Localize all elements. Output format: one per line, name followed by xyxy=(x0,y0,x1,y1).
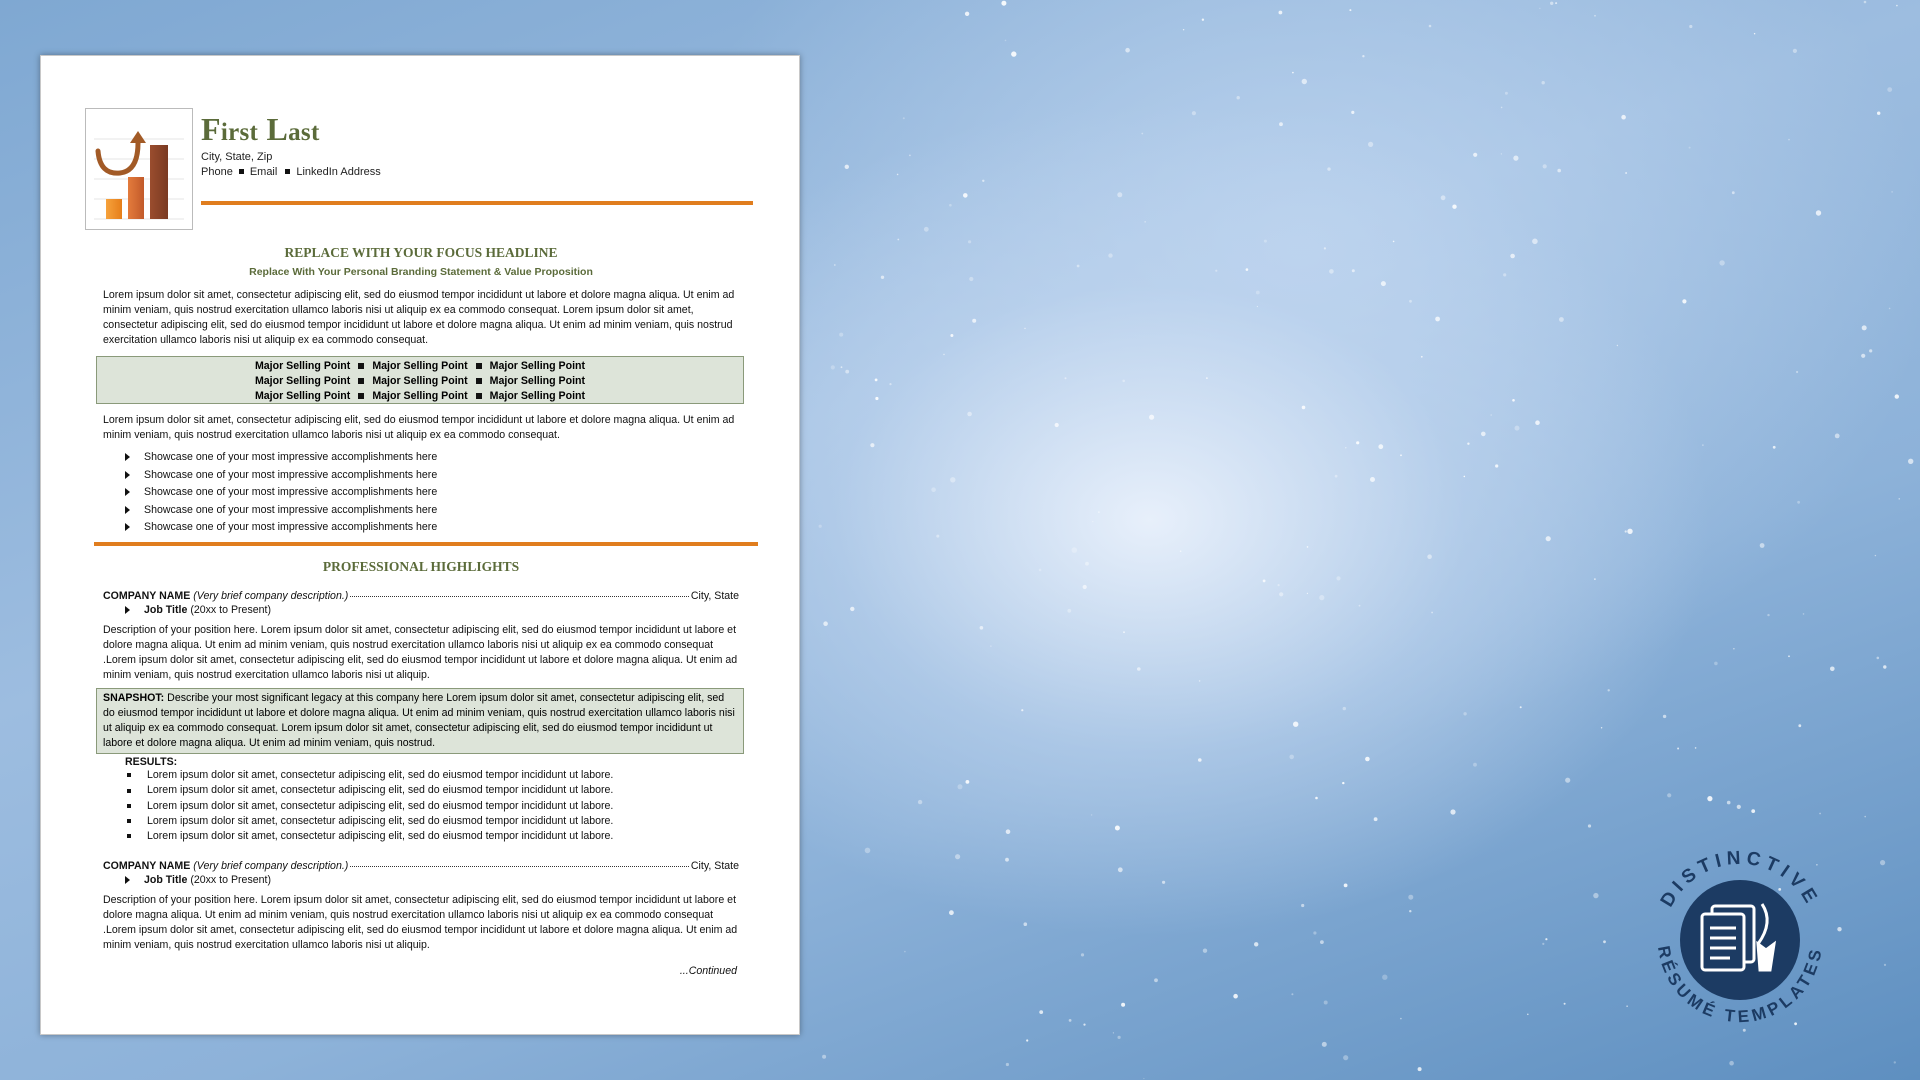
badge-bottom-text: RÉSUMÉ TEMPLATES xyxy=(1653,944,1826,1027)
triangle-bullet-icon xyxy=(125,506,130,514)
second-paragraph: Lorem ipsum dolor sit amet, consectetur adipiscing elit, sed do eiusmod tempor incididunt ut labore et dolore magna aliqua. Ut enim ad minim veniam, quis nostrud exercitation ullamco laboris nisi ut aliquip ex ea commodo consequat. xyxy=(103,414,735,441)
list-item: Showcase one of your most impressive accomplishments here xyxy=(125,449,437,467)
list-item: Showcase one of your most impressive accomplishments here xyxy=(125,467,437,485)
snapshot-box: SNAPSHOT: Describe your most significant legacy at this company here Lorem ipsum dolor sit amet, consectetur adipiscing elit, sed do eiusmod tempor incididunt ut labore et dolore magna aliqua. Ut enim ad minim veniam, quis nostrud exercitation ullamco laboris nisi ut aliquip ex ea commodo consequat. Lorem ipsum dolor sit amet, consectetur adipiscing elit, sed do eiusmod tempor incididunt ut labore et dolore magna aliqua. Ut enim ad minim veniam, quis nostrud. xyxy=(96,688,744,754)
position-description-2: Description of your position here. Lorem ipsum dolor sit amet, consectetur adipiscing elit, sed do eiusmod tempor incididunt ut labore et dolore magna aliqua. Ut enim ad minim veniam, quis nostrud exercitation ullamco laboris nisi ut aliquip ex ea commodo consequat .Lorem ipsum dolor sit amet, consectetur adipiscing elit, sed do eiusmod tempor incididunt ut labore et dolore magna aliqua. Ut enim ad minim veniam, quis nostrud exercitation ullamco laboris nisi ut aliquip. xyxy=(103,894,738,951)
focus-headline: REPLACE WITH YOUR FOCUS HEADLINE xyxy=(284,245,558,260)
distinctive-resume-templates-badge xyxy=(1640,840,1840,1040)
contact-line: Phone Email LinkedIn Address xyxy=(201,166,381,178)
list-item: Lorem ipsum dolor sit amet, consectetur adipiscing elit, sed do eiusmod tempor incididunt ut labore. xyxy=(125,783,613,798)
job-title-line-1: Job Title (20xx to Present) xyxy=(125,604,271,616)
badge-top-text: DISTINCTIVE xyxy=(1656,847,1824,911)
bar-chart-growth-icon xyxy=(85,108,193,230)
results-label: RESULTS: xyxy=(125,756,178,768)
accomplishments-list xyxy=(125,449,437,537)
position-description-1: Description of your position here. Lorem ipsum dolor sit amet, consectetur adipiscing elit, sed do eiusmod tempor incididunt ut labore et dolore magna aliqua. Ut enim ad minim veniam, quis nostrud exercitation ullamco laboris nisi ut aliquip ex ea commodo consequat .Lorem ipsum dolor sit amet, consectetur adipiscing elit, sed do eiusmod tempor incididunt ut labore et dolore magna aliqua. Ut enim ad minim veniam, quis nostrud exercitation ullamco laboris nisi ut aliquip. xyxy=(103,624,738,681)
list-item: Lorem ipsum dolor sit amet, consectetur adipiscing elit, sed do eiusmod tempor incididunt ut labore. xyxy=(125,829,613,844)
triangle-bullet-icon xyxy=(125,453,130,461)
city-state-zip: City, State, Zip xyxy=(201,151,273,163)
list-item: Showcase one of your most impressive accomplishments here xyxy=(125,502,437,520)
intro-paragraph: Lorem ipsum dolor sit amet, consectetur adipiscing elit, sed do eiusmod tempor incididunt ut labore et dolore magna aliqua. Ut enim ad minim veniam, quis nostrud exercitation ullamco laboris nisi ut aliquip ex ea commodo consequat. Lorem ipsum dolor sit amet, consectetur adipiscing elit, sed do eiusmod tempor incididunt ut labore et dolore magna aliqua. Ut enim ad minim veniam, quis nostrud exercitation ullamco laboris nisi ut aliquip ex ea commodo consequat. xyxy=(103,289,735,346)
list-item: Lorem ipsum dolor sit amet, consectetur adipiscing elit, sed do eiusmod tempor incididunt ut labore. xyxy=(125,768,613,783)
selling-points-box xyxy=(96,356,744,404)
list-item: Lorem ipsum dolor sit amet, consectetur adipiscing elit, sed do eiusmod tempor incididunt ut labore. xyxy=(125,814,613,829)
triangle-bullet-icon xyxy=(125,523,130,531)
continued-label: ...Continued xyxy=(679,965,737,977)
selling-points-row: Major Selling Point Major Selling Point Major Selling Point xyxy=(254,375,586,387)
header-rule xyxy=(201,201,753,205)
selling-points-row: Major Selling Point Major Selling Point Major Selling Point xyxy=(254,360,586,372)
list-item: Lorem ipsum dolor sit amet, consectetur adipiscing elit, sed do eiusmod tempor incididunt ut labore. xyxy=(125,799,613,814)
branding-statement: Replace With Your Personal Branding Statement & Value Proposition xyxy=(249,266,593,278)
job-title-line-2: Job Title (20xx to Present) xyxy=(125,874,271,886)
triangle-bullet-icon xyxy=(125,488,130,496)
triangle-bullet-icon xyxy=(125,471,130,479)
selling-points-row: Major Selling Point Major Selling Point Major Selling Point xyxy=(254,390,586,402)
results-list xyxy=(125,768,613,844)
list-item: Showcase one of your most impressive accomplishments here xyxy=(125,519,437,537)
resume-page xyxy=(40,55,800,1035)
list-item: Showcase one of your most impressive accomplishments here xyxy=(125,484,437,502)
company-line-2: COMPANY NAME (Very brief company description.) City, State xyxy=(103,860,739,872)
company-line-1: COMPANY NAME (Very brief company description.) City, State xyxy=(103,590,739,602)
resume-name: First Last xyxy=(201,111,320,147)
section-title: PROFESSIONAL HIGHLIGHTS xyxy=(322,559,520,574)
section-rule xyxy=(94,542,758,546)
